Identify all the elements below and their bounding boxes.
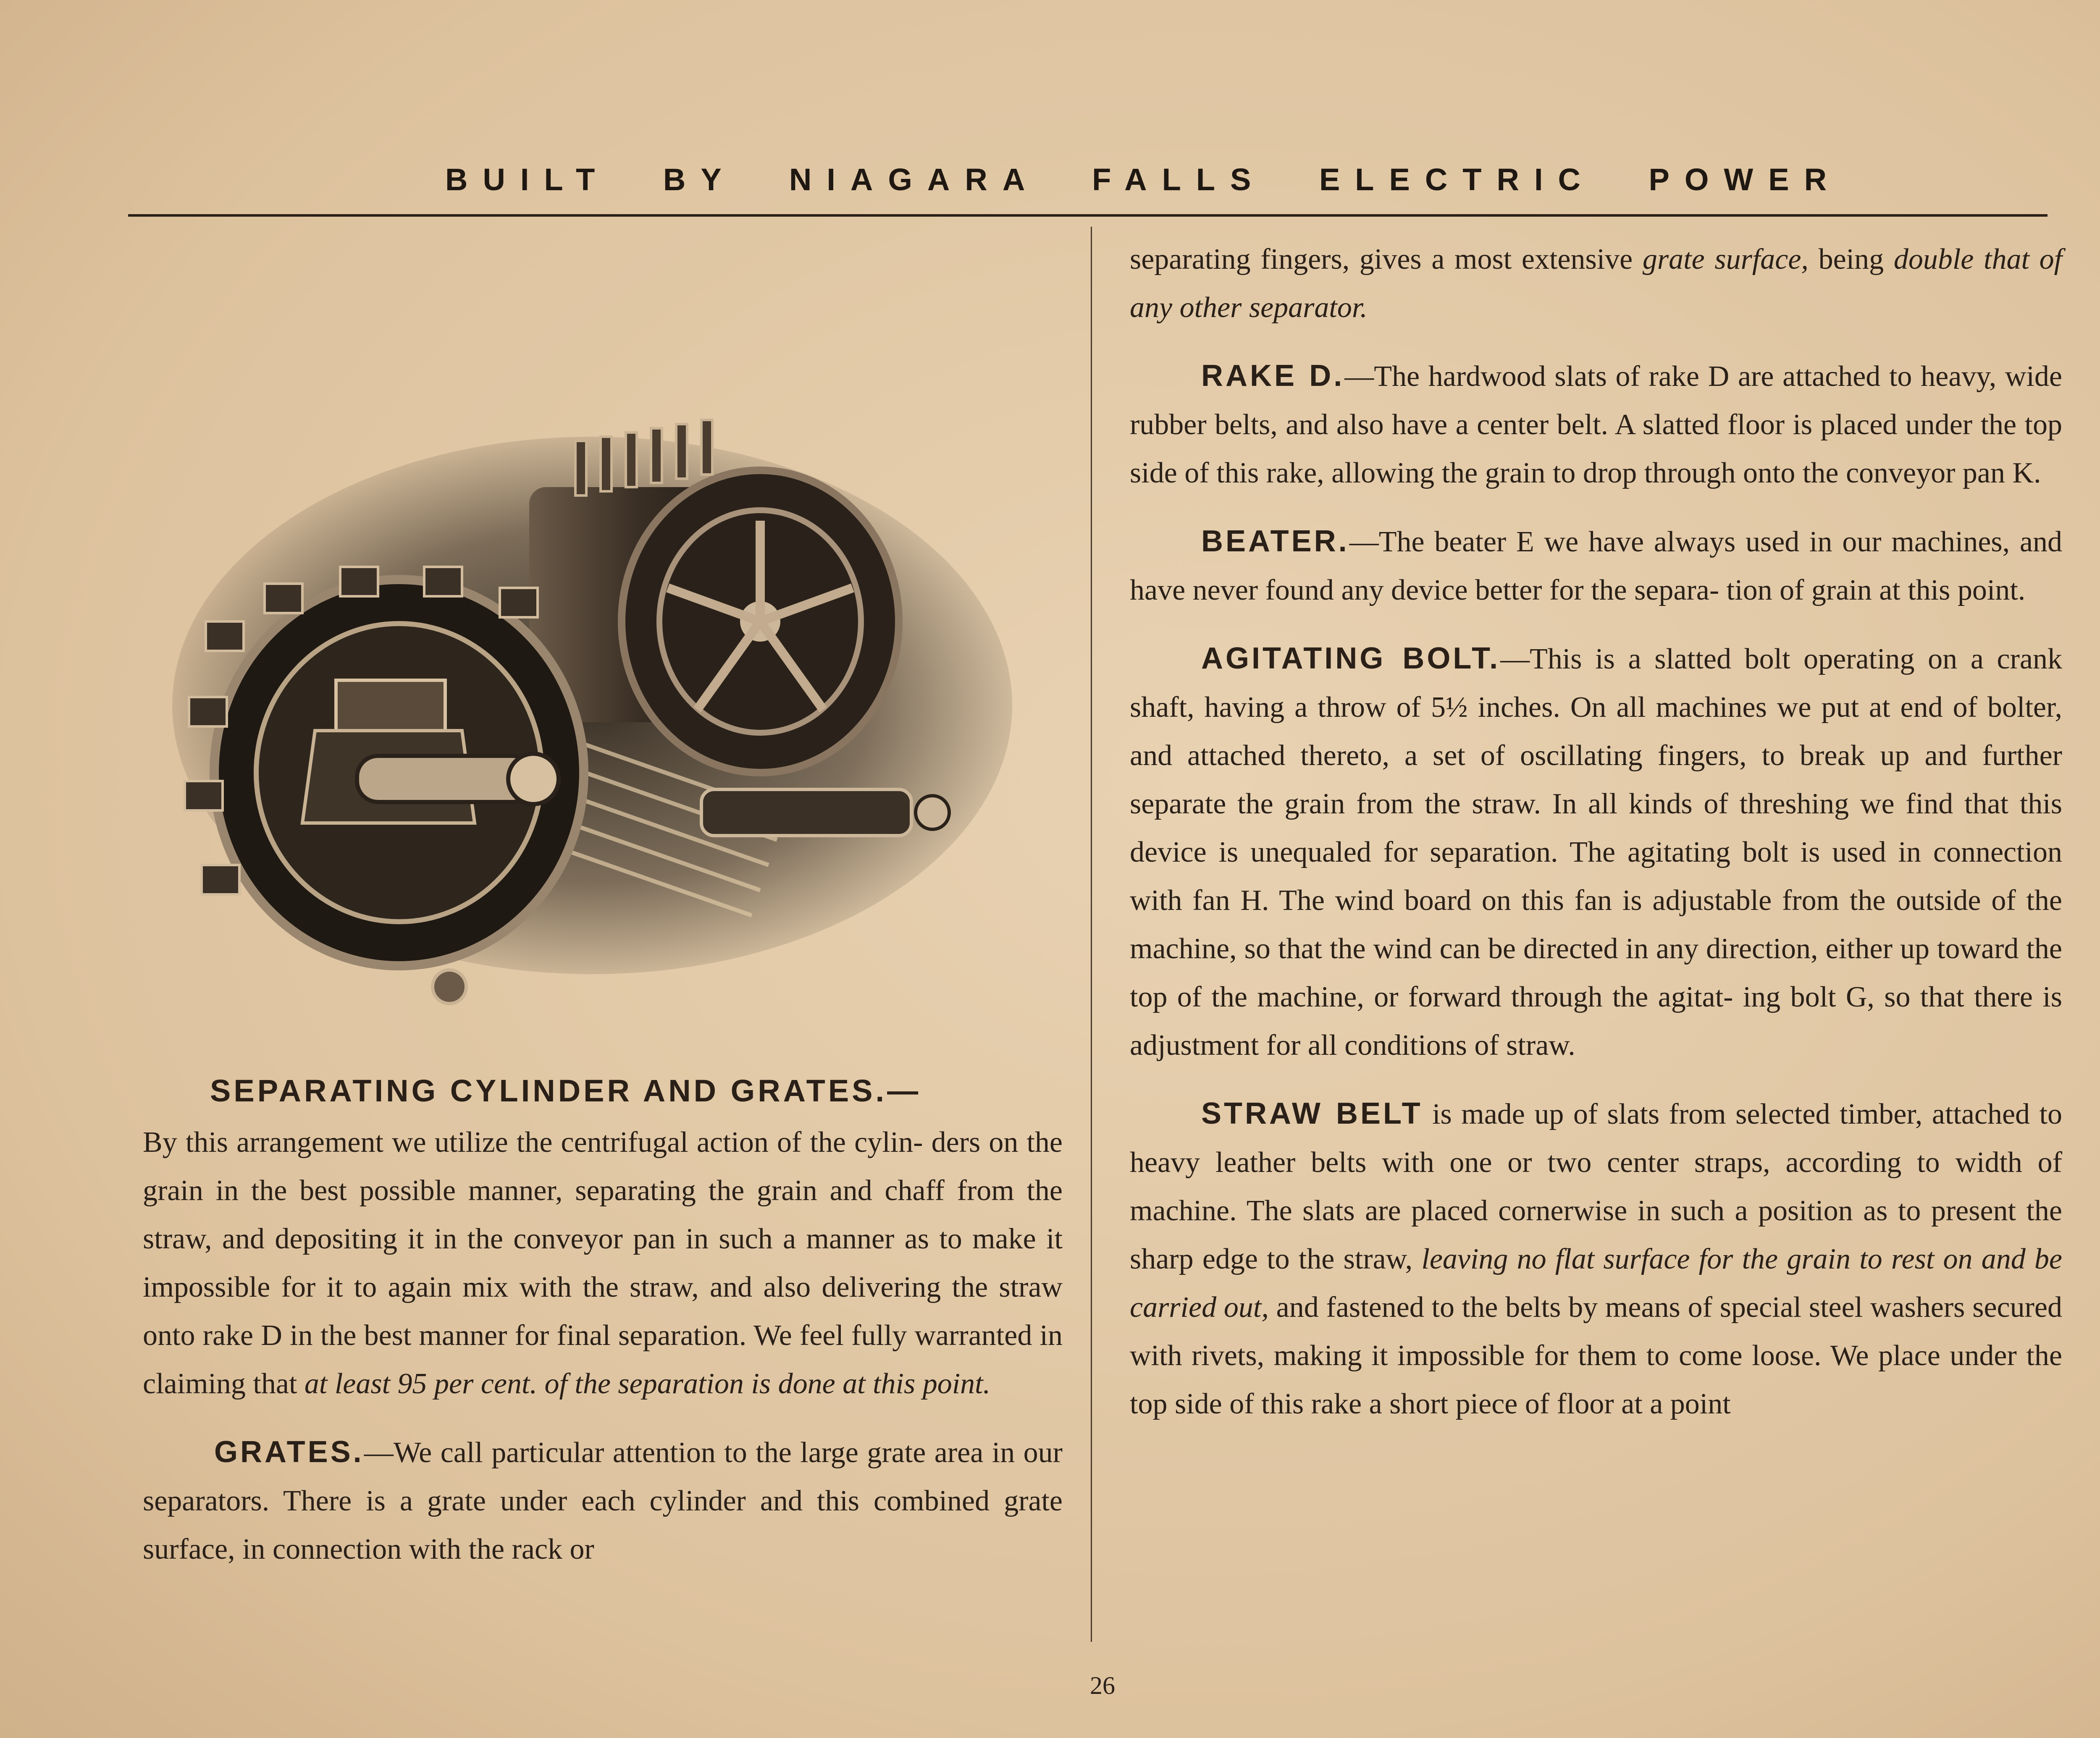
lead-heading-beater: BEATER. [1201,524,1349,558]
lead-heading-grates: GRATES. [214,1435,364,1469]
emphasis-text: double that of any other separator. [1130,243,2063,324]
paragraph-text: —This is a slatted bolt operating on a crank shaft, having a throw of 5½ inches. On all machines we put at end of bolter, and attached thereto, a set of oscillating fingers, to break up and further separate the grain from the straw. In all kinds of threshing we find that this device is unequaled for separation. The agitating bolt is used in connection with fan H. The wind board on this fan is adjustable from the outside of the machine, so that the wind can be directed in any direction, either up toward the top of the machine, or forward through the agitat- ing bolt G, so that there is adjustment for all conditions of straw. [1130,643,2062,1062]
paragraph-text: is made up of slats from selected timber, attached to heavy leather belts with one or two center straps, according to width of machine. The slats are placed cornerwise in such a position as to present the sharp edge to the straw, [1130,1098,2062,1275]
machinery-engraving-icon [155,403,1029,1012]
emphasis-text: grate surface, [1642,243,1809,275]
section-heading-separating-cylinder: SEPARATING CYLINDER AND GRATES.— [210,1073,921,1108]
emphasis-text: at least 95 per cent. of the separation is done at this point. [304,1368,991,1400]
paragraph-text: By this arrangement we utilize the centrifugal action of the cylin- ders on the grain in the best possible manner, separating the grain and chaff from the straw, and depositing it in the conveyor pan in such a manner as to make it impossible for it to again mix with the straw, and also delivering the straw onto rake D in the best manner for final separation. We feel fully warranted in claiming that [143,1126,1063,1400]
paragraph-straw-belt [1130,1090,2062,1428]
paragraph-agitating-bolt [1130,634,2062,1070]
paragraph-text: being [1818,243,1884,275]
column-divider [1091,227,1092,1642]
right-column [1130,235,2062,1448]
page-number: 26 [1090,1672,1115,1699]
paragraph-text: separating fingers, gives a most extensive [1130,243,1633,275]
emphasis-text: leaving no flat surface for the grain to rest on and be carried out, [1130,1243,2062,1324]
lead-heading-agitating-bolt: AGITATING BOLT. [1201,642,1501,675]
paragraph-beater [1130,517,2062,614]
paragraph-text: —The hardwood slats of rake D are attached to heavy, wide rubber belts, and also have a center belt. A slatted floor is placed under the top side of this rake, allowing the grain to drop through onto the conveyor pan K. [1130,360,2062,489]
lead-heading-rake: RAKE D. [1201,359,1345,393]
left-column [143,1067,1063,1594]
running-header: BUILT BY NIAGARA FALLS ELECTRIC POWER [445,162,1842,197]
paragraph-separating-cylinder [143,1118,1063,1408]
lead-heading-straw-belt: STRAW BELT [1201,1097,1423,1130]
paragraph-continuation [1130,235,2062,332]
paragraph-grates [143,1428,1063,1573]
paragraph-text: —We call particular attention to the large grate area in our separators. There is a grate under each cylinder and this combined grate surface, in connection with the rack or [143,1437,1063,1565]
paragraph-rake [1130,352,2062,497]
paragraph-text: and fastened to the belts by means of special steel washers secured with rivets, making it impossible for them to come loose. We place under the top side of this rake a short piece of floor at a point [1130,1291,2062,1420]
separating-cylinder-illustration [155,403,1029,1012]
paragraph-text: —The beater E we have always used in our machines, and have never found any device better for the separa- tion of grain at this point. [1130,526,2062,606]
header-rule [128,214,2048,217]
